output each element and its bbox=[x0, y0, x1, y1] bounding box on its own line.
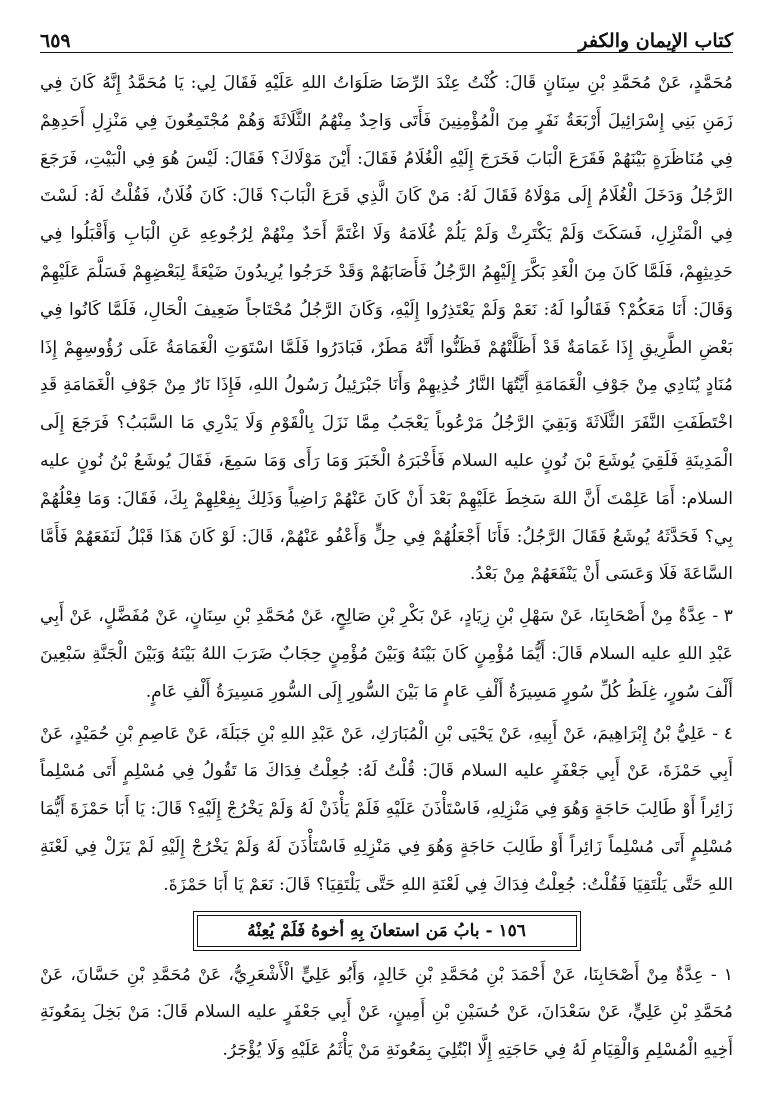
page-body bbox=[40, 65, 733, 1070]
chapter-heading-box bbox=[197, 915, 577, 947]
chapter-heading: ١٥٦ - بابُ مَن استعانَ بِهِ أخوهُ فَلَمْ يُعِنْهُ bbox=[247, 920, 526, 941]
page-number: ٦٥٩ bbox=[40, 30, 71, 52]
hadith-paragraph: مُحَمَّدٍ، عَنْ مُحَمَّدِ بْنِ سِنَانٍ قَالَ: كُنْتُ عِنْدَ الرِّضَا صَلَوَاتُ اللهِ عَلَيْهِ فَقَالَ لِي: يَا مُحَمَّدُ إِنَّهُ كَانَ فِي زَمَنِ بَنِي إِسْرَائِيلَ أَرْبَعَةُ نَفَرٍ مِنَ الْمُؤْمِنِينَ فَأَتَى وَاحِدٌ مِنْهُمُ الثَّلَاثَةَ وَهُمْ مُجْتَمِعُونَ فِي مَنْزِلِ أَحَدِهِمْ فِي مُنَاظَرَةٍ بَيْنَهُمْ فَقَرَعَ الْبَابَ فَخَرَجَ إِلَيْهِ الْغُلَامُ فَقَالَ: أَيْنَ مَوْلَاكَ؟ فَقَالَ: لَيْسَ هُوَ فِي الْبَيْتِ، فَرَجَعَ الرَّجُلُ وَدَخَلَ الْغُلَامُ إِلَى مَوْلَاهُ فَقَالَ لَهُ: مَنْ كَانَ الَّذِي قَرَعَ الْبَابَ؟ قَالَ: كَانَ فُلَانٌ، فَقُلْتُ لَهُ: لَسْتَ فِي الْمَنْزِلِ، فَسَكَتَ وَلَمْ يَكْتَرِثْ وَلَمْ يَلُمْ غُلَامَهُ وَلَا اغْتَمَّ أَحَدٌ مِنْهُمْ لِرُجُوعِهِ عَنِ الْبَابِ وَأَقْبَلُوا فِي حَدِيثِهِمْ، فَلَمَّا كَانَ مِنَ الْغَدِ بَكَّرَ إِلَيْهِمُ الرَّجُلُ فَأَصَابَهُمْ وَقَدْ خَرَجُوا يُرِيدُونَ ضَيْعَةً لِبَعْضِهِمْ فَسَلَّمَ عَلَيْهِمْ وَقَالَ: أَنَا مَعَكُمْ؟ فَقَالُوا لَهُ: نَعَمْ وَلَمْ يَعْتَذِرُوا إِلَيْهِ، وَكَانَ الرَّجُلُ مُحْتَاجاً ضَعِيفَ الْحَالِ، فَلَمَّا كَانُوا فِي بَعْضِ الطَّرِيقِ إِذَا غَمَامَةٌ قَدْ أَظَلَّتْهُمْ فَظَنُّوا أَنَّهُ مَطَرٌ، فَبَادَرُوا فَلَمَّا اسْتَوَتِ الْغَمَامَةُ عَلَى رُؤُوسِهِمْ إِذَا مُنَادٍ يُنَادِي مِنْ جَوْفِ الْغَمَامَةِ أَيَّتُهَا النَّارُ خُذِيهِمْ وَأَنَا جَبْرَئِيلُ رَسُولُ اللهِ، فَإِذَا نَارٌ مِنْ جَوْفِ الْغَمَامَةِ قَدِ اخْتَطَفَتِ النَّفَرَ الثَّلَاثَةَ وَبَقِيَ الرَّجُلُ مَرْعُوباً يَعْجَبُ مِمَّا نَزَلَ بِالْقَوْمِ وَلَا يَدْرِي مَا السَّبَبُ؟ فَرَجَعَ إِلَى الْمَدِينَةِ فَلَقِيَ يُوشَعَ بْنَ نُونٍ عليه السلام فَأَخْبَرَهُ الْخَبَرَ وَمَا رَأَى وَمَا سَمِعَ، فَقَالَ يُوشَعُ بْنُ نُونٍ عليه السلام: أَمَا عَلِمْتَ أَنَّ اللهَ سَخِطَ عَلَيْهِمْ بَعْدَ أَنْ كَانَ عَنْهُمْ رَاضِياً وَذَلِكَ بِفِعْلِهِمْ بِكَ، فَقَالَ: وَمَا فِعْلُهُمْ بِي؟ فَحَدَّثَهُ يُوشَعُ فَقَالَ الرَّجُلُ: فَأَنَا أَجْعَلُهُمْ فِي حِلٍّ وَأَعْفُو عَنْهُمْ، قَالَ: لَوْ كَانَ هَذَا قَبْلُ لَنَفَعَهُمْ فَأَمَّا السَّاعَةَ فَلَا وَعَسَى أَنْ يَنْفَعَهُمْ مِنْ بَعْدُ. bbox=[40, 73, 734, 585]
hadith-paragraph: ١ - عِدَّةٌ مِنْ أَصْحَابِنَا، عَنْ أَحْمَدَ بْنِ مُحَمَّدِ بْنِ خَالِدٍ، وَأَبُو عَلِيٍّ الْأَشْعَرِيُّ، عَنْ مُحَمَّدِ بْنِ حَسَّانَ، عَنْ مُحَمَّدِ بْنِ عَلِيٍّ، عَنْ سَعْدَانَ، عَنْ حُسَيْنِ بْنِ أَمِينٍ، عَنْ أَبِي جَعْفَرٍ عليه السلام قَالَ: مَنْ بَخِلَ بِمَعُونَةِ أَخِيهِ الْمُسْلِمِ وَالْقِيَامِ لَهُ فِي حَاجَتِهِ إِلَّا ابْتُلِيَ بِمَعُونَةِ مَنْ يَأْثَمُ عَلَيْهِ وَلَا يُؤْجَرُ. bbox=[40, 964, 733, 1061]
hadith-paragraph: ٤ - عَلِيُّ بْنُ إِبْرَاهِيمَ، عَنْ أَبِيهِ، عَنْ يَحْيَى بْنِ الْمُبَارَكِ، عَنْ عَبْدِ اللهِ بْنِ جَبَلَةَ، عَنْ عَاصِمِ بْنِ حُمَيْدٍ، عَنْ أَبِي حَمْزَةَ، عَنْ أَبِي جَعْفَرٍ عليه السلام قَالَ: قُلْتُ لَهُ: جُعِلْتُ فِدَاكَ مَا تَقُولُ فِي مُسْلِمٍ أَتَى مُسْلِماً زَائِراً أَوْ طَالِبَ حَاجَةٍ وَهُوَ فِي مَنْزِلِهِ، فَاسْتَأْذَنَ عَلَيْهِ فَلَمْ يَأْذَنْ لَهُ وَلَمْ يَخْرُجْ إِلَيْهِ؟ قَالَ: يَا أَبَا حَمْزَةَ أَيُّمَا مُسْلِمٍ أَتَى مُسْلِماً زَائِراً أَوْ طَالِبَ حَاجَةٍ وَهُوَ فِي مَنْزِلِهِ فَاسْتَأْذَنَ لَهُ وَلَمْ يَخْرُجْ إِلَيْهِ لَمْ يَزَلْ فِي لَعْنَةِ اللهِ حَتَّى يَلْتَقِيَا فَقُلْتُ: جُعِلْتُ فِدَاكَ فِي لَعْنَةِ اللهِ حَتَّى يَلْتَقِيَا؟ قَالَ: نَعَمْ يَا أَبَا حَمْزَةَ. bbox=[40, 723, 733, 895]
page-header bbox=[40, 18, 733, 53]
running-title: كتاب الإيمان والكفر bbox=[578, 30, 733, 52]
book-page bbox=[40, 18, 733, 1106]
hadith-paragraph: ٣ - عِدَّةٌ مِنْ أَصْحَابِنَا، عَنْ سَهْلِ بْنِ زِيَادٍ، عَنْ بَكْرِ بْنِ صَالِحٍ، عَنْ مُحَمَّدِ بْنِ سِنَانٍ، عَنْ مُفَضَّلٍ، عَنْ أَبِي عَبْدِ اللهِ عليه السلام قَالَ: أَيُّمَا مُؤْمِنٍ كَانَ بَيْنَهُ وَبَيْنَ مُؤْمِنٍ حِجَابٌ ضَرَبَ اللهُ بَيْنَهُ وَبَيْنَ الْجَنَّةِ سَبْعِينَ أَلْفَ سُورٍ، غِلَظُ كُلِّ سُورٍ مَسِيرَةُ أَلْفِ عَامٍ مَا بَيْنَ السُّورِ إِلَى السُّورِ مَسِيرَةُ أَلْفِ عَامٍ. bbox=[40, 606, 733, 702]
